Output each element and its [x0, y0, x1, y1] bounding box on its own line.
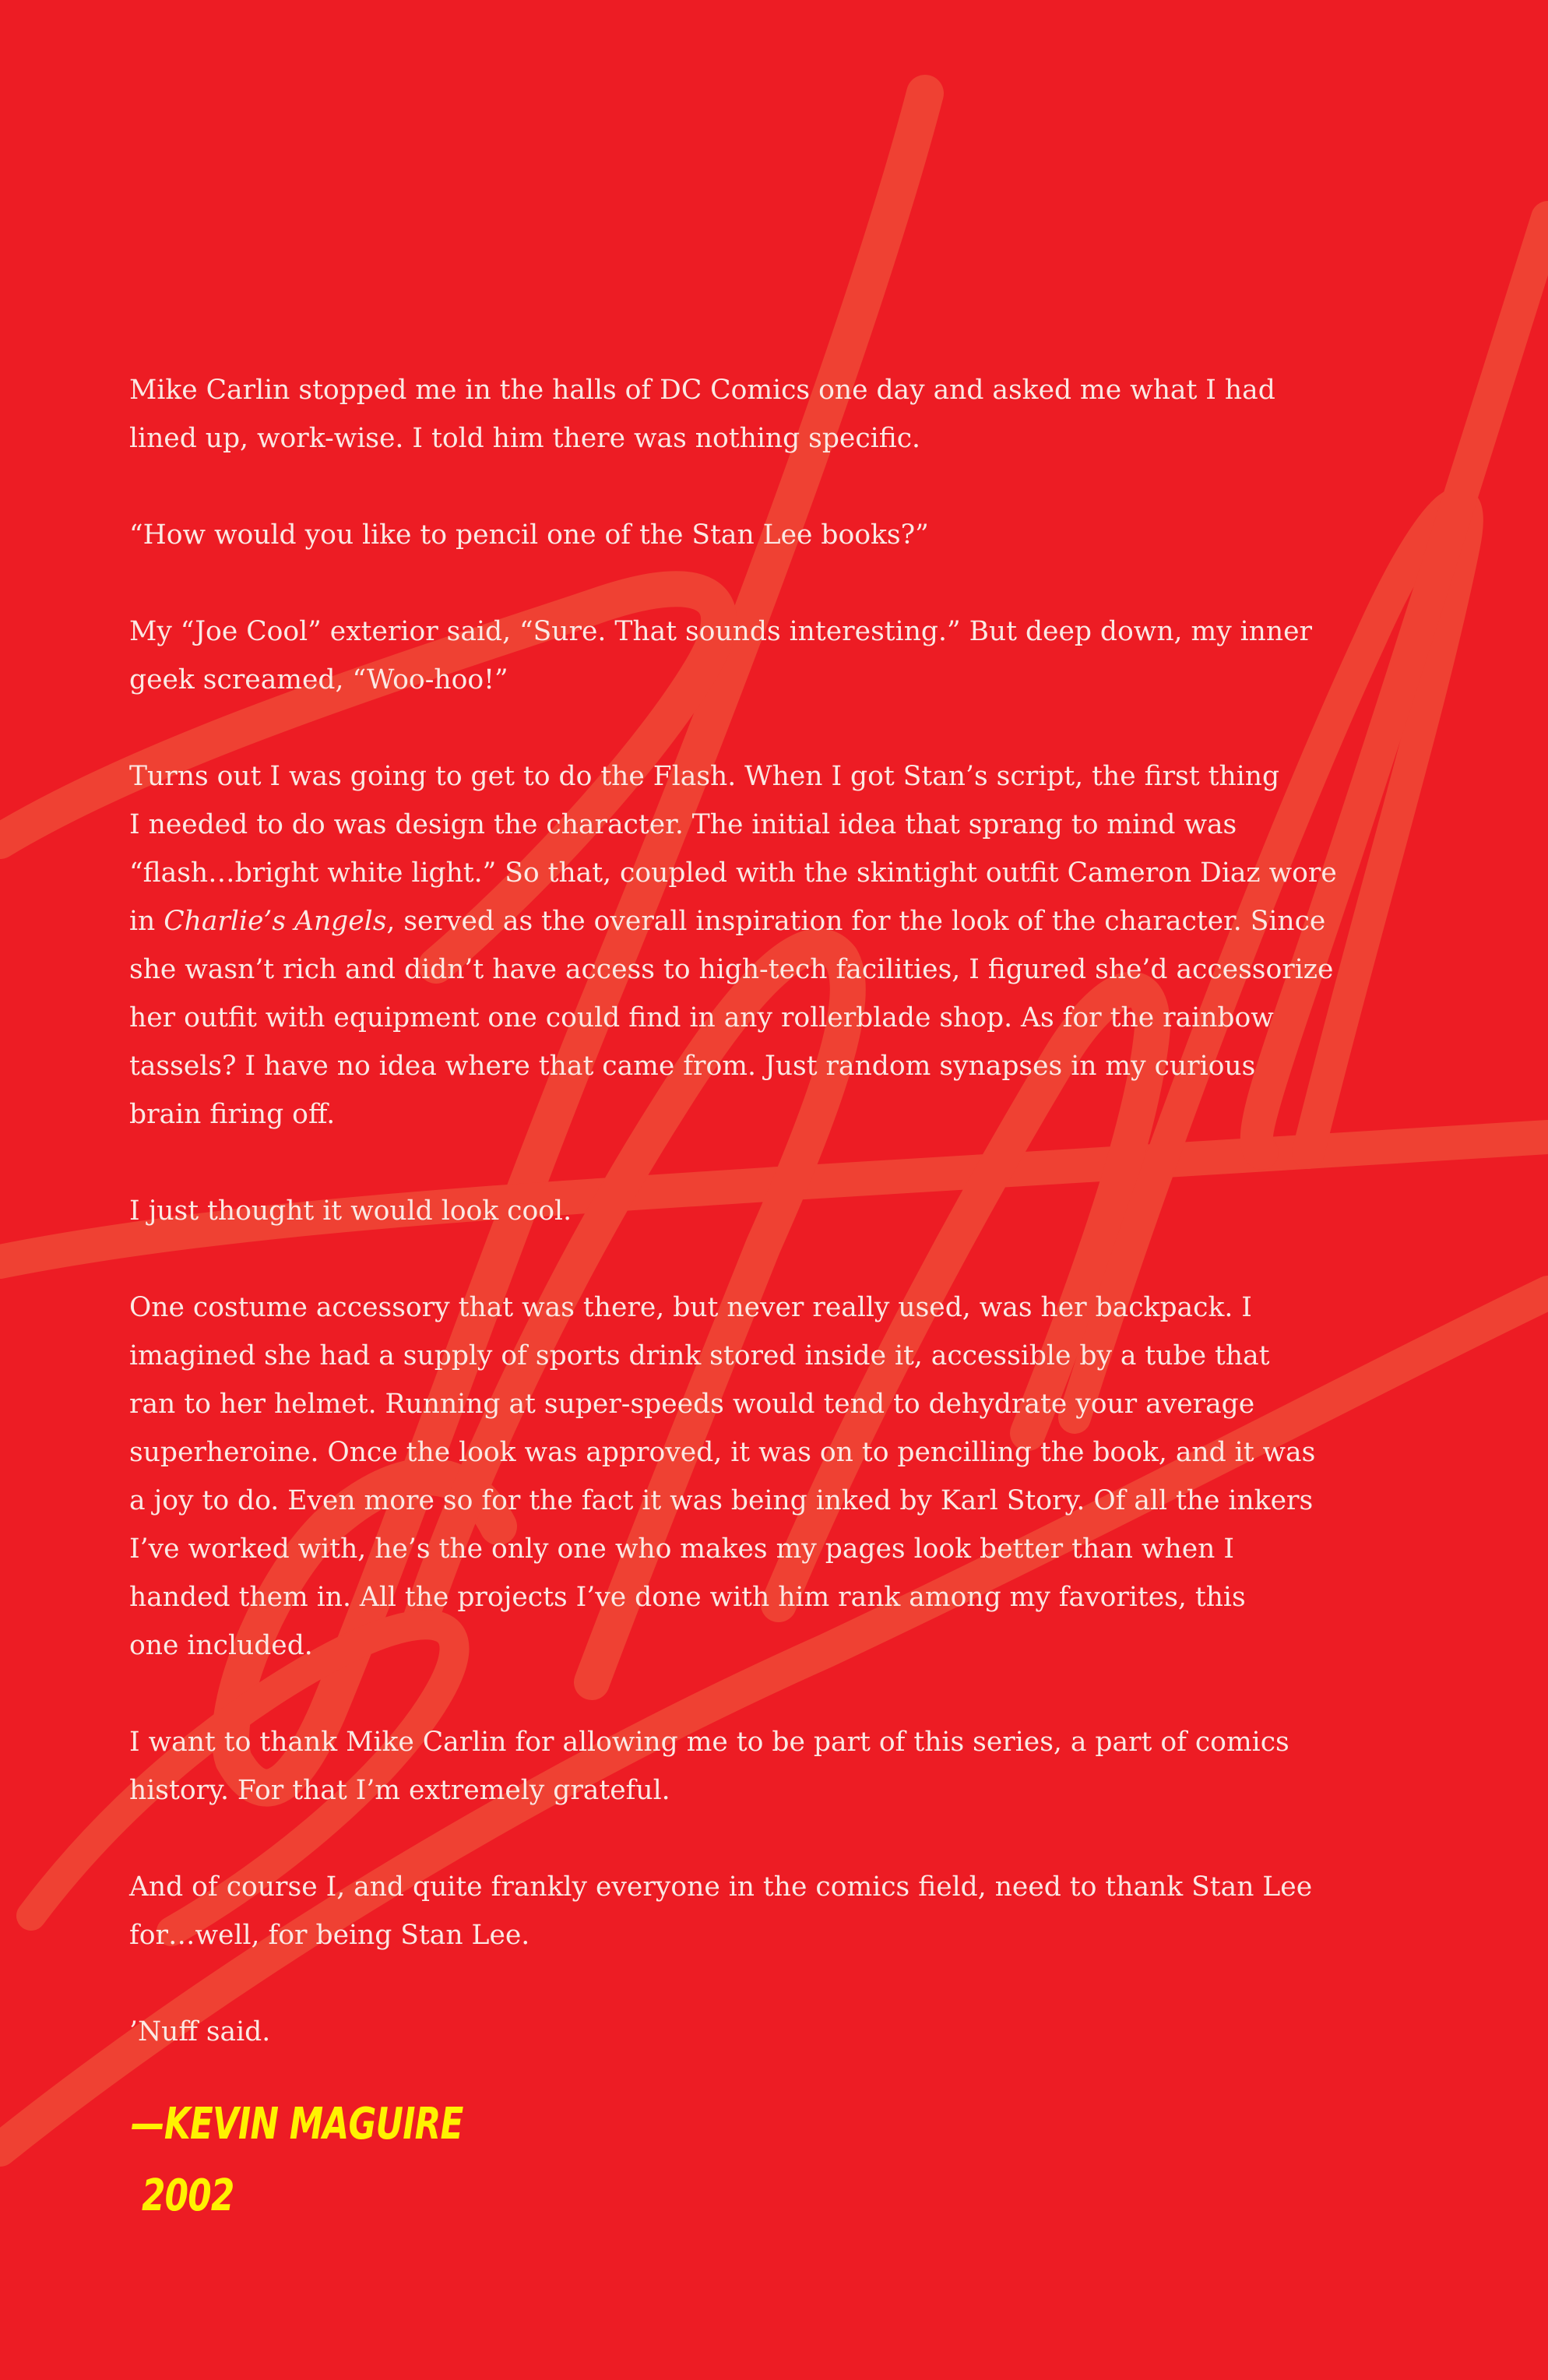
- text-line: lined up, work-wise. I told him there was nothing specific.: [129, 423, 920, 454]
- text-line: “How would you like to pencil one of the Stan Lee books?”: [129, 519, 929, 551]
- text-line: superheroine. Once the look was approved, it was on to pencilling the book, and it was: [129, 1437, 1316, 1468]
- text-line: a joy to do. Even more so for the fact it was being inked by Karl Story. Of all the inkers: [129, 1485, 1314, 1516]
- text-line: she wasn’t rich and didn’t have access to high-tech facilities, I figured she’d accessorize: [129, 954, 1334, 985]
- paragraph-2: [129, 511, 1360, 559]
- author-signoff: [131, 2089, 463, 2232]
- text-line: I needed to do was design the character. The initial idea that sprang to mind was: [129, 809, 1237, 840]
- paragraph-8: [129, 1863, 1360, 1959]
- text-line: for…well, for being Stan Lee.: [129, 1920, 530, 1951]
- article-body: [129, 366, 1360, 2104]
- text-line: ’Nuff said.: [129, 2016, 271, 2047]
- text-line: And of course I, and quite frankly everyone in the comics field, need to thank Stan Lee: [129, 1871, 1313, 1903]
- text-line: handed them in. All the projects I’ve done with him rank among my favorites, this: [129, 1582, 1246, 1613]
- paragraph-6: [129, 1283, 1360, 1670]
- text-run: , served as the overall inspiration for the look of the character. Since: [386, 906, 1326, 937]
- text-line: Turns out I was going to get to do the Flash. When I got Stan’s script, the first thing: [129, 761, 1280, 792]
- text-line: [129, 897, 1360, 945]
- paragraph-1: [129, 366, 1360, 463]
- paragraph-4: [129, 752, 1360, 1139]
- text-line: her outfit with equipment one could find in any rollerblade shop. As for the rainbow: [129, 1002, 1274, 1033]
- paragraph-9: [129, 2008, 1360, 2056]
- text-run: in: [129, 906, 164, 937]
- text-line: geek screamed, “Woo-hoo!”: [129, 664, 508, 695]
- text-line: I just thought it would look cool.: [129, 1195, 572, 1227]
- text-line: I want to thank Mike Carlin for allowing me to be part of this series, a part of comics: [129, 1727, 1289, 1758]
- text-line: I’ve worked with, he’s the only one who makes my pages look better than when I: [129, 1533, 1234, 1565]
- text-line: One costume accessory that was there, but never really used, was her backpack. I: [129, 1292, 1252, 1323]
- text-line: history. For that I’m extremely grateful.: [129, 1775, 670, 1806]
- paragraph-7: [129, 1718, 1360, 1815]
- text-line: one included.: [129, 1630, 313, 1661]
- paragraph-3: [129, 607, 1360, 704]
- text-line: tassels? I have no idea where that came from. Just random synapses in my curious: [129, 1051, 1256, 1082]
- text-line: imagined she had a supply of sports drink stored inside it, accessible by a tube that: [129, 1340, 1270, 1371]
- text-line: Mike Carlin stopped me in the halls of DC Comics one day and asked me what I had: [129, 375, 1275, 406]
- text-line: My “Joe Cool” exterior said, “Sure. That sounds interesting.” But deep down, my inner: [129, 616, 1313, 647]
- author-name: —KEVIN MAGUIRE: [131, 2099, 463, 2149]
- text-line: brain firing off.: [129, 1099, 336, 1130]
- movie-title: Charlie’s Angels: [164, 906, 387, 937]
- paragraph-5: [129, 1187, 1360, 1235]
- signoff-year: 2002: [142, 2171, 234, 2221]
- text-line: “flash…bright white light.” So that, coupled with the skintight outfit Cameron Diaz wore: [129, 857, 1337, 889]
- text-line: ran to her helmet. Running at super-speeds would tend to dehydrate your average: [129, 1389, 1255, 1420]
